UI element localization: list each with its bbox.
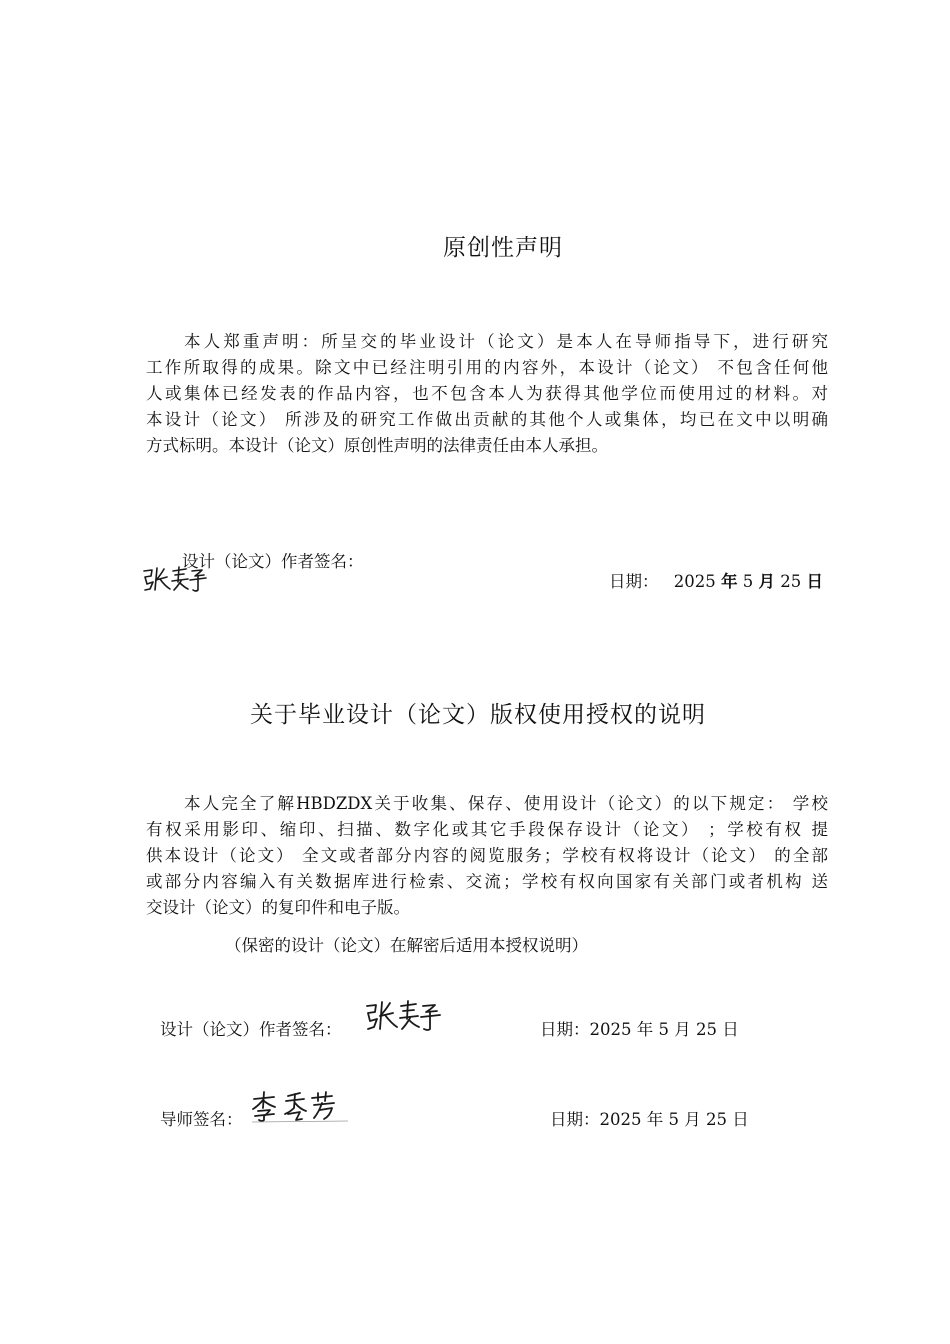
originality-paragraph xyxy=(146,329,828,459)
date-day-unit: 日 xyxy=(806,572,823,591)
originality-author-label: 设计（论文）作者签名： xyxy=(182,552,364,571)
author-signature xyxy=(140,562,210,594)
advisor-signature xyxy=(250,1088,350,1124)
paragraph-line: 本设计（论文） 所涉及的研究工作做出贡献的其他个人或集体，均已在文中以明确 xyxy=(146,410,828,429)
author-signature-2 xyxy=(362,996,444,1034)
paragraph-line: 工作所取得的成果。除文中已经注明引用的内容外，本设计（论文） 不包含任何他 xyxy=(146,358,828,377)
date-label: 日期： xyxy=(609,572,659,591)
copyright-title: 关于毕业设计（论文）版权使用授权的说明 xyxy=(250,702,706,728)
copyright-author-date: 日期：2025 年 5 月 25 日 xyxy=(540,1020,739,1039)
paragraph-line: 本人郑重声明：所呈交的毕业设计（论文）是本人在导师指导下，进行研究 xyxy=(184,332,828,351)
paragraph-line: 供本设计（论文） 全文或者部分内容的阅览服务；学校有权将设计（论文） 的全部 xyxy=(146,846,828,865)
paragraph-line: 本人完全了解HBDZDX关于收集、保存、使用设计（论文）的以下规定： 学校 xyxy=(184,794,828,813)
confidential-note: （保密的设计（论文）在解密后适用本授权说明） xyxy=(225,936,588,955)
date-year: 2025 xyxy=(673,572,716,591)
originality-date xyxy=(609,568,823,592)
date-month: 5 xyxy=(742,572,754,591)
date-month-unit: 月 xyxy=(758,572,775,591)
paragraph-line: 交设计（论文）的复印件和电子版。 xyxy=(146,898,410,917)
paragraph-line: 或部分内容编入有关数据库进行检索、交流；学校有权向国家有关部门或者机构 送 xyxy=(146,872,828,891)
originality-title: 原创性声明 xyxy=(443,235,563,261)
copyright-author-label: 设计（论文）作者签名： xyxy=(160,1020,342,1039)
paragraph-line: 方式标明。本设计（论文）原创性声明的法律责任由本人承担。 xyxy=(146,436,608,455)
date-year-unit: 年 xyxy=(721,572,738,591)
copyright-paragraph xyxy=(146,791,828,921)
advisor-date: 日期：2025 年 5 月 25 日 xyxy=(550,1110,749,1129)
paragraph-line: 有权采用影印、缩印、扫描、数字化或其它手段保存设计（论文） ；学校有权 提 xyxy=(146,820,828,839)
advisor-label: 导师签名： xyxy=(160,1110,243,1129)
paragraph-line: 人或集体已经发表的作品内容，也不包含本人为获得其他学位而使用过的材料。对 xyxy=(146,384,828,403)
date-day: 25 xyxy=(780,572,802,591)
